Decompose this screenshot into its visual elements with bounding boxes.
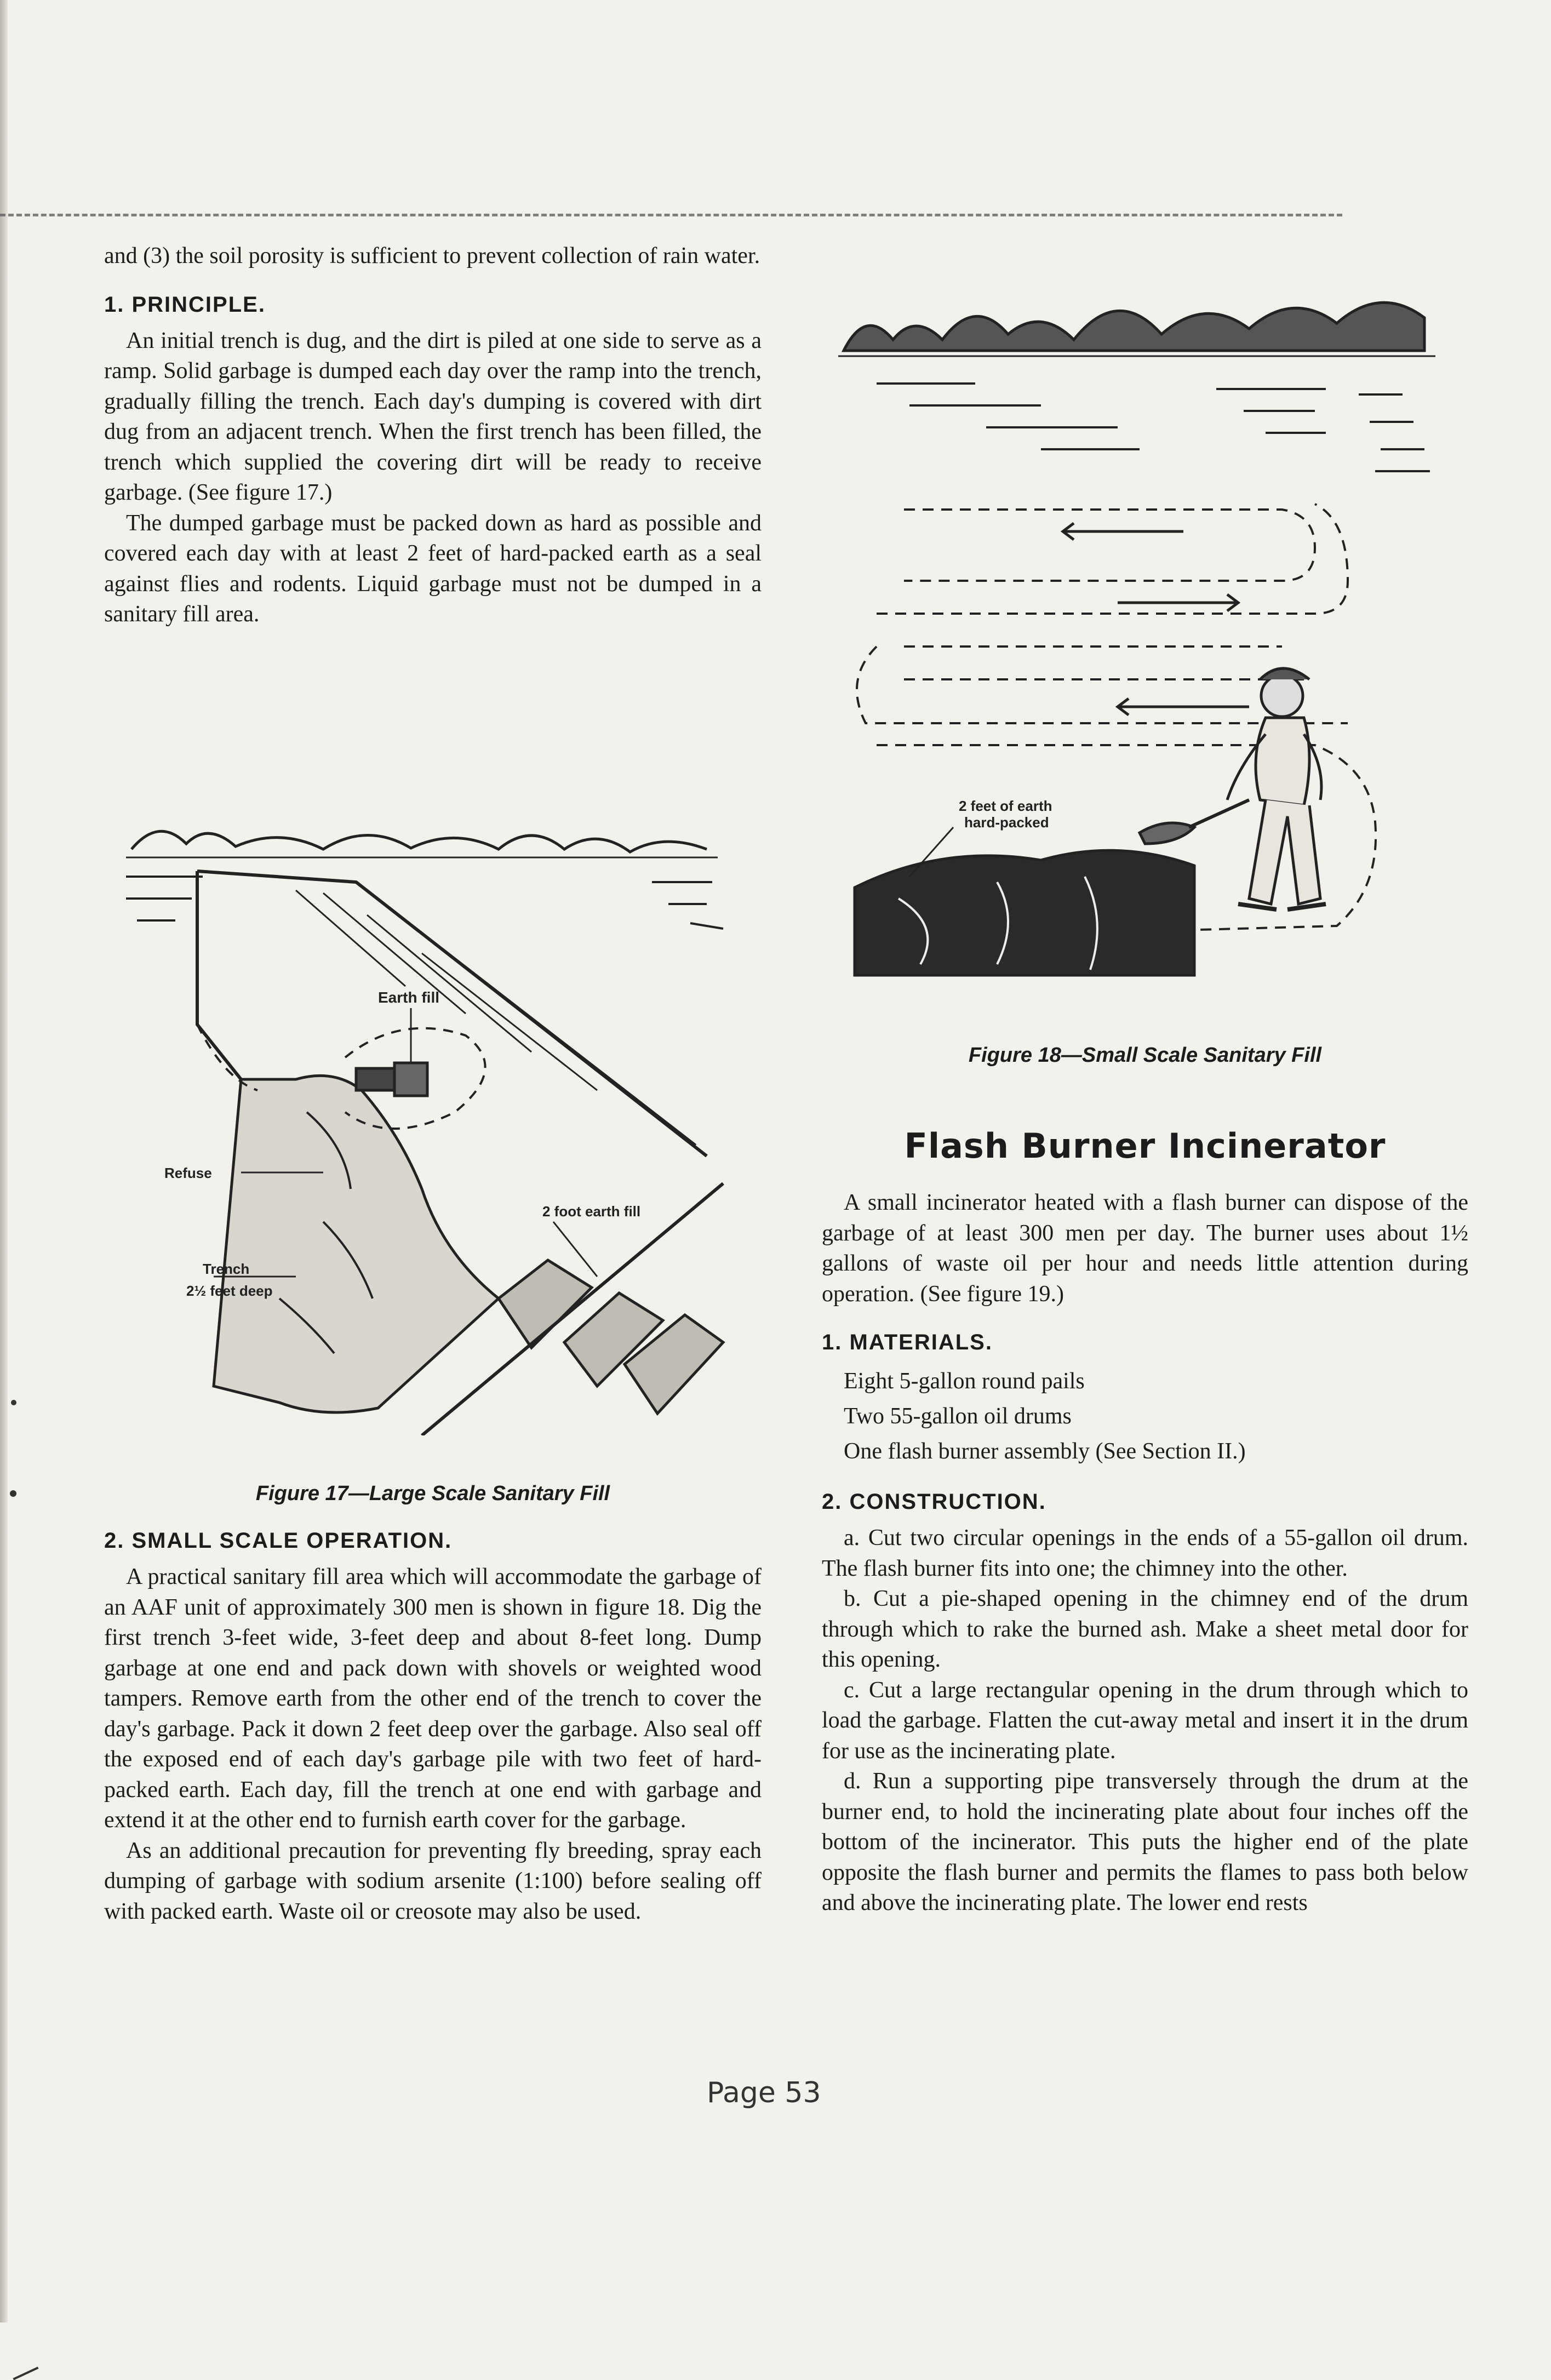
label-refuse: Refuse — [164, 1165, 212, 1181]
top-dashed-rule — [0, 214, 1342, 216]
construction-step-c: c. Cut a large rectangular opening in the drum through which to load the garbage. Flatten the cut-away metal and insert it in the drum for use as the incinerating plate. — [822, 1677, 1468, 1764]
construction-step-b: b. Cut a pie-shaped opening in the chimney end of the drum through which to rake the burned ash. Make a sheet metal door for this opening. — [822, 1586, 1468, 1672]
label-2-foot-earth-fill: 2 foot earth fill — [542, 1203, 641, 1220]
margin-mark — [10, 1490, 16, 1497]
principle-paragraph-2: The dumped garbage must be packed down as hard as possible and covered each day with at least 2 feet of hard-packed earth as a seal against flies and rodents. Liquid garbage must not be dumped in a sanitary fill area. — [104, 510, 762, 627]
margin-mark — [13, 2367, 38, 2380]
label-trench: Trench — [203, 1261, 250, 1277]
figure-18-caption: Figure 18—Small Scale Sanitary Fill — [968, 1044, 1322, 1067]
list-item: Eight 5-gallon round pails — [844, 1369, 1085, 1394]
small-scale-heading: 2. SMALL SCALE OPERATION. — [104, 1529, 453, 1553]
section-title: Flash Burner Incinerator — [904, 1126, 1386, 1166]
construction-heading: 2. CONSTRUCTION. — [822, 1490, 1046, 1514]
materials-list — [822, 1364, 1468, 1469]
list-item: Two 55-gallon oil drums — [844, 1404, 1072, 1429]
margin-mark — [11, 1400, 16, 1405]
figure-17-caption: Figure 17—Large Scale Sanitary Fill — [255, 1482, 610, 1505]
figure-18-illustration — [833, 274, 1468, 997]
principle-paragraph-1: An initial trench is dug, and the dirt is piled at one side to serve as a ramp. Solid garbage is dumped each day over the ramp into the trench, gradually filling the trench. Each day's dumping is covered with dirt dug from an adjacent trench. When the first trench has been filled, the trench which supplied the covering dirt will be ready to receive garbage. (See figure 17.) — [104, 328, 762, 505]
incinerator-intro: A small incinerator heated with a flash burner can dispose of the garbage of at least 300 men per day. The burner uses about 1½ gallons of waste oil per hour and needs little attention during operation. (See figure 19.) — [822, 1190, 1468, 1307]
label-trench-depth: 2½ feet deep — [186, 1283, 273, 1299]
materials-heading: 1. MATERIALS. — [822, 1330, 993, 1354]
small-scale-paragraph-2: As an additional precaution for preventing fly breeding, spray each dumping of garbage with sodium arsenite (1:100) before sealing off with packed earth. Waste oil or creosote may also be used. — [104, 1838, 762, 1924]
page-number: Page 53 — [707, 2076, 821, 2109]
left-column — [104, 241, 762, 630]
intro-paragraph: and (3) the soil porosity is sufficient to prevent collection of rain water. — [104, 243, 760, 268]
construction-step-d: d. Run a supporting pipe transversely through the drum at the burner end, to hold the incinerating plate about four inches off the bottom of the incinerator. This puts the higher end of the plate opposite the flash burner and permits the flames to pass both below and above the incinerating plate. The lower end rests — [822, 1769, 1468, 1915]
construction-step-a: a. Cut two circular openings in the ends of a 55-gallon oil drum. The flash burner fits into one; the chimney into the other. — [822, 1525, 1468, 1581]
small-scale-paragraph-1: A practical sanitary fill area which will accommodate the garbage of an AAF unit of approximately 300 men is shown in figure 18. Dig the first trench 3-feet wide, 3-feet deep and about 8-feet long. Dump garbage at one end and pack down with shovels or weighted wood tampers. Remove earth from the other end of the trench to cover the day's garbage. Pack it down 2 feet deep over the garbage. Also seal off the exposed end of each day's garbage pile with two feet of hard-packed earth. Each day, fill the trench at one end with garbage and extend it at the other end to furnish earth cover for the garbage. — [104, 1564, 762, 1833]
label-earth-fill: Earth fill — [378, 989, 440, 1006]
label-2-feet-of-earth: 2 feet of earth — [959, 798, 1052, 814]
scan-page-edge — [0, 0, 8, 2322]
figure-17-illustration — [115, 805, 745, 1435]
label-hard-packed: hard-packed — [964, 814, 1049, 831]
principle-heading: 1. PRINCIPLE. — [104, 292, 266, 317]
list-item: One flash burner assembly (See Section II.) — [844, 1439, 1246, 1464]
